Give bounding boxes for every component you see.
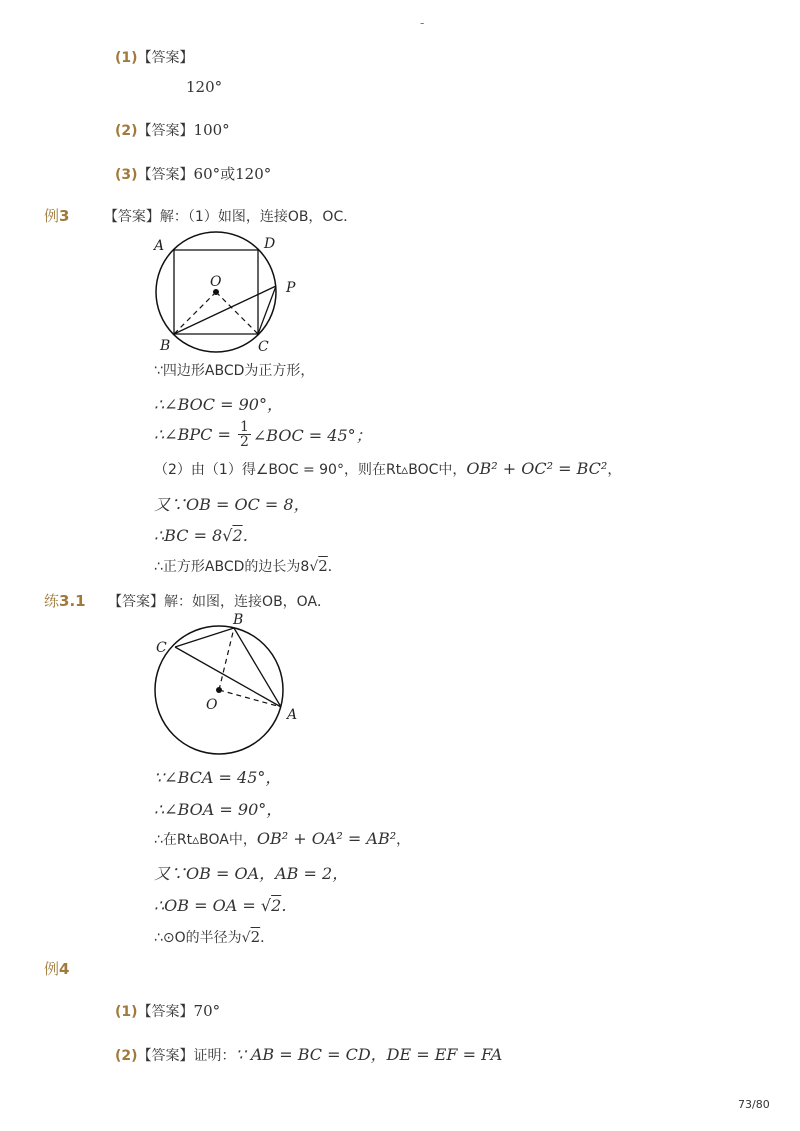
answer-value: 70°: [193, 1002, 221, 1020]
pr31-line-6: ∴⊙O的半径为√2．: [154, 928, 275, 946]
answer-tag: (3): [115, 167, 138, 183]
label-o: O: [206, 697, 218, 713]
ex3-line-3: [154, 420, 372, 449]
label-o: O: [210, 274, 222, 290]
answer-1-value: 120°: [186, 78, 223, 96]
answer-tag: (2): [115, 123, 138, 139]
ex3-line-2: ∴∠BOC = 90°，: [154, 395, 283, 414]
label-a: A: [154, 238, 165, 254]
page-number: 73/80: [738, 1098, 770, 1111]
line-text: ．: [281, 896, 298, 915]
example-prefix: 例3: [44, 207, 70, 225]
segment-cb: [175, 628, 234, 647]
ex4-answer-1: [115, 1001, 220, 1021]
line-text: ∴在Rt▵BOA中，: [154, 832, 257, 848]
pr31-line-4: 又∵OB = OA，AB = 2，: [154, 864, 349, 883]
pr31-line-1: ∵∠BCA = 45°，: [154, 768, 282, 787]
center-dot: [216, 687, 222, 693]
ex3-line-5: 又∵OB = OC = 8，: [154, 495, 310, 514]
answer-label: 【答案】: [137, 50, 194, 66]
answer-tag: (1): [115, 50, 138, 66]
line-text: ∴OB = OA =: [154, 896, 261, 915]
label-b: B: [233, 612, 244, 628]
line-text: ∴正方形ABCD的边长为8: [154, 559, 310, 575]
segment-oc-dashed: [216, 292, 258, 334]
segment-ob-dashed: [174, 292, 216, 334]
label-b: B: [160, 338, 171, 354]
proof-statement: ∵ AB = BC = CD，DE = EF = FA: [235, 1045, 503, 1064]
line-text: ．: [260, 930, 275, 946]
segment-ca: [175, 647, 281, 707]
answer-2: [115, 120, 230, 140]
ex3-line-7: ∴正方形ABCD的边长为8√2．: [154, 557, 342, 575]
practice-3-1-heading: [44, 590, 331, 611]
pr31-line-2: ∴∠BOA = 90°，: [154, 800, 283, 819]
segment-ob-dashed: [219, 628, 234, 690]
answer-1: [115, 47, 194, 67]
sqrt-radicand: 2: [318, 557, 328, 575]
label-c: C: [156, 640, 167, 656]
label-d: D: [264, 236, 276, 252]
label-a: A: [287, 707, 298, 723]
line-text: ．: [327, 559, 342, 575]
answer-label: 【答案】证明：: [137, 1048, 236, 1064]
pr31-line-3: [154, 829, 410, 849]
line-text: ∠BOC = 45°；: [252, 426, 372, 445]
line-text: ．: [242, 526, 259, 545]
ex4-answer-2: [115, 1042, 502, 1065]
line-text: ，: [607, 462, 622, 478]
header-mark: -: [420, 16, 425, 30]
line-text: ∴⊙O的半径为: [154, 930, 242, 946]
example-3-heading: [44, 205, 357, 226]
line-text: （2）由（1）得∠BOC = 90°，则在Rt▵BOC中，: [154, 462, 467, 478]
answer-tag: (2): [115, 1048, 138, 1064]
answer-value: 100°: [193, 121, 230, 139]
sqrt-radicand: 2: [271, 896, 282, 915]
ex3-line-6: ∴BC = 8√2．: [154, 526, 259, 545]
figure-triangle-in-circle: [150, 610, 320, 760]
sqrt-radicand: 2: [250, 928, 261, 946]
example-intro: 【答案】解：（1）如图，连接OB，OC．: [103, 209, 358, 225]
pythagoras-eq: OB² + OA² = AB²: [256, 829, 397, 848]
label-c: C: [258, 339, 269, 355]
pr31-line-5: ∴OB = OA = √2．: [154, 896, 298, 915]
label-p: P: [286, 280, 296, 296]
ex3-line-4: [154, 459, 621, 479]
answer-tag: (1): [115, 1004, 138, 1020]
answer-3: [115, 163, 271, 184]
line-text: ∴BC = 8: [154, 526, 223, 545]
figure-square-in-circle: [150, 230, 320, 355]
practice-intro: 【答案】解：如图，连接OB，OA．: [108, 594, 332, 610]
answer-label: 【答案】: [137, 167, 194, 183]
example-4-heading: 例4: [44, 960, 70, 978]
line-text: ∴∠BPC =: [154, 425, 236, 444]
practice-prefix: 练3.1: [44, 592, 86, 610]
answer-label: 【答案】: [137, 123, 194, 139]
line-text: ，: [396, 832, 411, 848]
fraction-half: $\frac{1}{2}$: [239, 419, 249, 450]
answer-label: 【答案】: [137, 1004, 194, 1020]
pythagoras-eq: OB² + OC² = BC²: [466, 459, 608, 478]
answer-value: 60°或120°: [193, 165, 272, 183]
segment-ba: [234, 628, 281, 707]
ex3-line-1: ∵四边形ABCD为正方形，: [154, 363, 315, 379]
sqrt-radicand: 2: [232, 526, 243, 545]
